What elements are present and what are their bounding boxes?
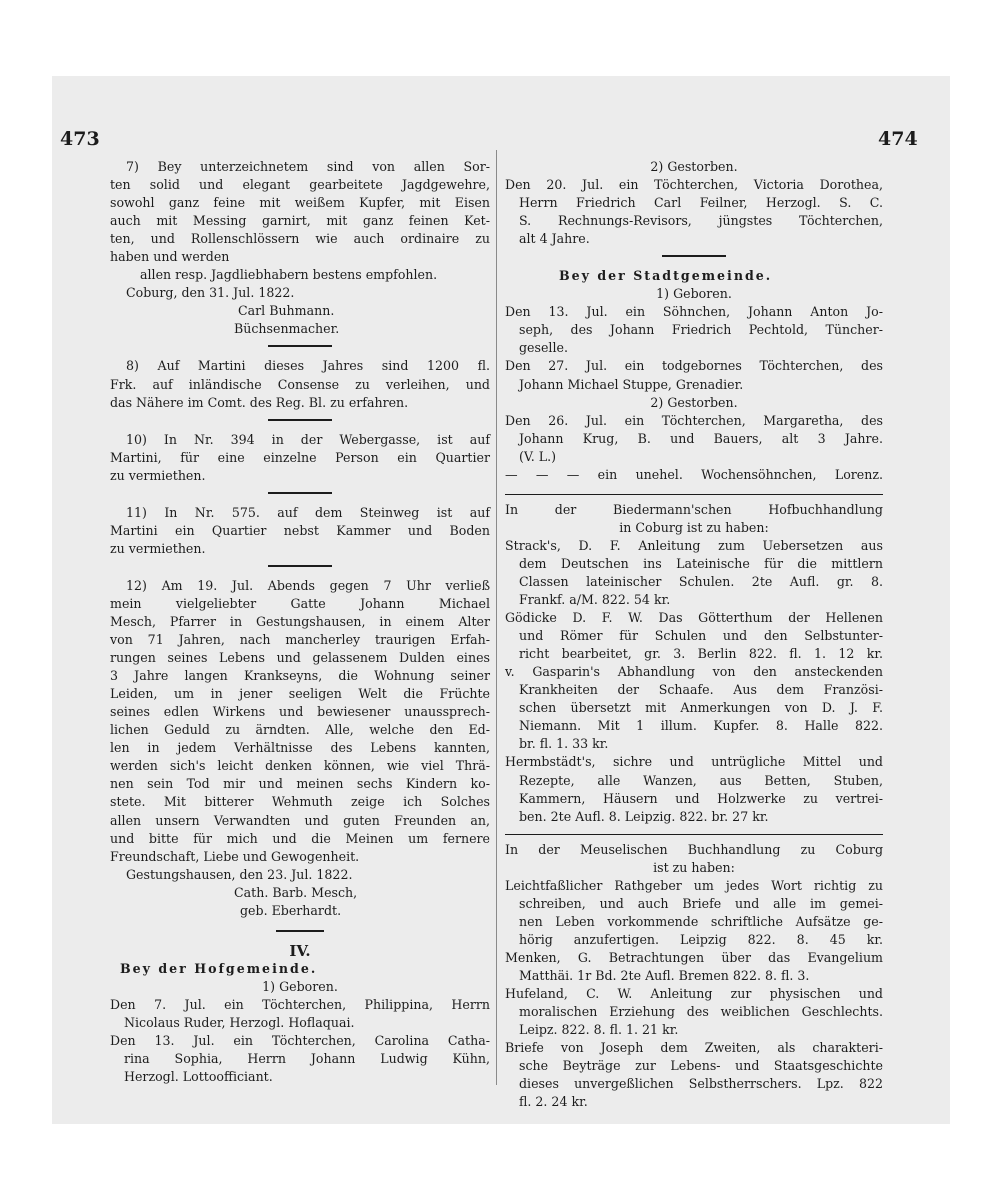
bookshop-heading: In der Biedermann'schen Hofbuchhandlung — [505, 501, 883, 517]
notice-line: haben und werden — [110, 249, 230, 265]
notice-line: mein vielgeliebter Gatte Johann Michael — [110, 595, 490, 611]
stadtgemeinde-died-entries — [505, 412, 883, 484]
notice-line: Freundschaft, Liebe und Gewogenheit. — [110, 848, 360, 864]
notice-line: Leiden, um in jener seeligen Welt die Früchte — [110, 686, 490, 702]
notice-line: sowohl ganz feine mit weißem Kupfer, mit Eisen — [110, 195, 490, 211]
book-entry-line: fl. 2. 24 kr. — [519, 1094, 588, 1110]
book-entry-line: nen Leben vorkommende schriftliche Aufsätze ge- — [519, 913, 883, 929]
book-entry-line: Hufeland, C. W. Anleitung zur physischen und — [505, 986, 883, 1002]
notice-signature-name: Carl Buhmann. — [238, 303, 335, 319]
register-line: (V. L.) — [519, 448, 557, 464]
book-entry-line: dieses unvergeßlichen Selbstherrschers. Lpz. 822 — [519, 1076, 883, 1092]
notice-10 — [110, 431, 490, 485]
hofgemeinde-died-entries — [505, 176, 883, 248]
book-entry-line: richt bearbeitet, gr. 3. Berlin 822. fl. 1. 12 kr. — [519, 646, 883, 662]
book-entry-line: v. Gasparin's Abhandlung von den ansteckenden — [505, 664, 883, 680]
page-number-left: 473 — [60, 128, 100, 150]
notice-line: Martini, für eine einzelne Person ein Quartier — [110, 449, 490, 465]
notice-line: len in jedem Verhältnisse des Lebens kannten, — [110, 740, 490, 756]
register-line: Herrn Friedrich Carl Feilner, Herzogl. S. C. — [519, 195, 883, 211]
page-number-right: 474 — [878, 128, 918, 150]
book-entry-line: Niemann. Mit 1 illum. Kupfer. 8. Halle 822. — [519, 718, 883, 734]
separator — [662, 255, 726, 260]
notice-line: 11) In Nr. 575. auf dem Steinweg ist auf — [126, 504, 490, 520]
notice-place-date: Gestungshausen, den 23. Jul. 1822. — [126, 866, 353, 882]
register-line: seph, des Johann Friedrich Pechtold, Tüncher- — [519, 322, 883, 338]
book-entry-line: hörig anzufertigen. Leipzig 822. 8. 45 kr. — [519, 931, 883, 947]
book-entry-line: br. fl. 1. 33 kr. — [519, 736, 609, 752]
horizontal-rule — [505, 494, 883, 495]
separator — [268, 419, 332, 424]
column-divider — [496, 150, 497, 1085]
notice-line: werden sich's leicht denken können, wie viel Thrä- — [110, 758, 490, 774]
stadtgemeinde-heading: Bey der Stadtgemeinde. — [559, 268, 773, 284]
register-line: geselle. — [519, 340, 568, 356]
register-line: Den 26. Jul. ein Töchterchen, Margaretha, des — [505, 412, 883, 428]
book-entry-line: Briefe von Joseph dem Zweiten, als charakteri- — [505, 1040, 883, 1056]
book-entry-line: und Römer für Schulen und den Selbstunter- — [519, 628, 883, 644]
notice-line: auch mit Messing garnirt, mit ganz feinen Ket- — [110, 213, 490, 229]
hofgemeinde-born-heading: 1) Geboren. — [262, 978, 338, 994]
notice-line: rungen seines Lebens und gelassenem Dulden eines — [110, 650, 490, 666]
notice-place-date: Coburg, den 31. Jul. 1822. — [126, 285, 295, 301]
notice-closing: allen resp. Jagdliebhabern bestens empfohlen. — [140, 267, 438, 283]
bookshop-heading: In der Meuselischen Buchhandlung zu Coburg — [505, 841, 883, 857]
book-entry-line: moralischen Erziehung des weiblichen Geschlechts. — [519, 1004, 883, 1020]
book-entry-line: Gödicke D. F. W. Das Götterthum der Hellenen — [505, 610, 883, 626]
register-line: Johann Krug, B. und Bauers, alt 3 Jahre. — [519, 430, 883, 446]
register-line: Herzogl. Lottoofficiant. — [124, 1069, 273, 1085]
notice-line: nen sein Tod mir und meinen sechs Kindern ko- — [110, 776, 490, 792]
notice-line: allen unsern Verwandten und guten Freunden an, — [110, 812, 490, 828]
separator — [276, 930, 324, 935]
register-line: Nicolaus Ruder, Herzogl. Hoflaquai. — [124, 1014, 355, 1030]
book-entry-line: ben. 2te Aufl. 8. Leipzig. 822. br. 27 kr. — [519, 808, 769, 824]
book-entry-line: dem Deutschen ins Lateinische für die mittlern — [519, 555, 883, 571]
notice-line: 10) In Nr. 394 in der Webergasse, ist auf — [126, 431, 490, 447]
book-entry-line: Hermbstädt's, sichre und untrügliche Mittel und — [505, 754, 883, 770]
bookshop-heading: in Coburg ist zu haben: — [619, 519, 769, 535]
register-line: Johann Michael Stuppe, Grenadier. — [519, 376, 744, 392]
hofgemeinde-born-entries — [110, 996, 490, 1086]
register-line: — — — ein unehel. Wochensöhnchen, Lorenz. — [505, 466, 883, 482]
notice-line: lichen Geduld zu ärndten. Alle, welche den Ed- — [110, 722, 490, 738]
register-line: Den 13. Jul. ein Töchterchen, Carolina Catha- — [110, 1033, 490, 1049]
horizontal-rule — [505, 834, 883, 835]
notice-line: Martini ein Quartier nebst Kammer und Boden — [110, 522, 490, 538]
notice-line: ten, und Rollenschlössern wie auch ordinaire zu — [110, 231, 490, 247]
notice-line: 3 Jahre langen Krankseyns, die Wohnung seiner — [110, 668, 490, 684]
stadtgemeinde-born-heading: 1) Geboren. — [656, 286, 732, 302]
separator — [268, 345, 332, 350]
stadtgemeinde-born-entries — [505, 303, 883, 393]
hofgemeinde-died-heading: 2) Gestorben. — [650, 159, 738, 174]
notice-line: seines edlen Wirkens und bewiesener unaussprech- — [110, 704, 490, 720]
book-entry-line: schen übersetzt mit Anmerkungen von D. J. F. — [519, 700, 883, 716]
stadtgemeinde-died-heading: 2) Gestorben. — [650, 394, 738, 410]
hofgemeinde-heading: Bey der Hofgemeinde. — [120, 960, 318, 976]
book-entry-line: Krankheiten der Schaafe. Aus dem Französi- — [519, 682, 883, 698]
book-entry-line: Leichtfaßlicher Rathgeber um jedes Wort richtig zu — [505, 877, 883, 893]
notice-line: von 71 Jahren, nach mancherley traurigen Erfah- — [110, 632, 490, 648]
separator — [268, 492, 332, 497]
notice-line: Mesch, Pfarrer in Gestungshausen, in einem Alter — [110, 613, 490, 629]
bookshop-heading: ist zu haben: — [653, 859, 735, 875]
right-column — [505, 158, 883, 1111]
notice-8 — [110, 357, 490, 411]
book-entry-line: Kammern, Häusern und Holzwerke zu vertrei- — [519, 790, 883, 806]
notice-line: ten solid und elegant gearbeitete Jagdgewehre, — [110, 177, 490, 193]
left-column — [110, 158, 490, 1086]
book-entry-line: sche Beyträge zur Lebens- und Staatsgeschichte — [519, 1058, 883, 1074]
register-line: S. Rechnungs-Revisors, jüngstes Töchterchen, — [519, 213, 883, 229]
notice-11 — [110, 504, 490, 558]
book-entry-line: Menken, G. Betrachtungen über das Evangelium — [505, 949, 883, 965]
notice-signature-nee: geb. Eberhardt. — [240, 902, 342, 918]
book-entry-line: Matthäi. 1r Bd. 2te Aufl. Bremen 822. 8. fl. 3. — [519, 967, 810, 983]
notice-signature-title: Büchsenmacher. — [234, 321, 340, 337]
register-line: Den 7. Jul. ein Töchterchen, Philippina, Herrn — [110, 996, 490, 1012]
notice-line: zu vermiethen. — [110, 467, 206, 483]
notice-line: zu vermiethen. — [110, 540, 206, 556]
notice-line: das Nähere im Comt. des Reg. Bl. zu erfahren. — [110, 394, 409, 410]
register-line: Den 13. Jul. ein Söhnchen, Johann Anton Jo- — [505, 304, 883, 320]
book-entry-line: Frankf. a/M. 822. 54 kr. — [519, 592, 671, 608]
notice-line: 8) Auf Martini dieses Jahres sind 1200 fl. — [126, 358, 490, 374]
book-entry-line: Strack's, D. F. Anleitung zum Uebersetzen aus — [505, 537, 883, 553]
register-line: alt 4 Jahre. — [519, 231, 590, 247]
book-entry-line: Rezepte, alle Wanzen, aus Betten, Stuben, — [519, 772, 883, 788]
notice-12 — [110, 577, 490, 920]
register-line: Den 20. Jul. ein Töchterchen, Victoria Dorothea, — [505, 177, 883, 193]
notice-line: Frk. auf inländische Consense zu verleihen, und — [110, 376, 490, 392]
notice-signature-name: Cath. Barb. Mesch, — [234, 884, 358, 900]
notice-line: 7) Bey unterzeichnetem sind von allen Sor- — [126, 159, 490, 174]
notice-line: stete. Mit bitterer Wehmuth zeige ich Solches — [110, 794, 490, 810]
book-entry-line: Leipz. 822. 8. fl. 1. 21 kr. — [519, 1022, 679, 1038]
section-number: IV. — [289, 941, 311, 960]
notice-line: und bitte für mich und die Meinen um fernere — [110, 830, 490, 846]
register-line: rina Sophia, Herrn Johann Ludwig Kühn, — [124, 1051, 490, 1067]
notice-line: 12) Am 19. Jul. Abends gegen 7 Uhr verließ — [126, 577, 490, 593]
book-entry-line: Classen lateinischer Schulen. 2te Aufl. gr. 8. — [519, 573, 883, 589]
notice-7 — [110, 158, 490, 338]
meusel-bookshop-notice — [505, 841, 883, 1112]
register-line: Den 27. Jul. ein todgebornes Töchterchen, des — [505, 358, 883, 374]
separator — [268, 565, 332, 570]
book-entry-line: schreiben, und auch Briefe und alle im gemei- — [519, 895, 883, 911]
biedermann-bookshop-notice — [505, 501, 883, 826]
